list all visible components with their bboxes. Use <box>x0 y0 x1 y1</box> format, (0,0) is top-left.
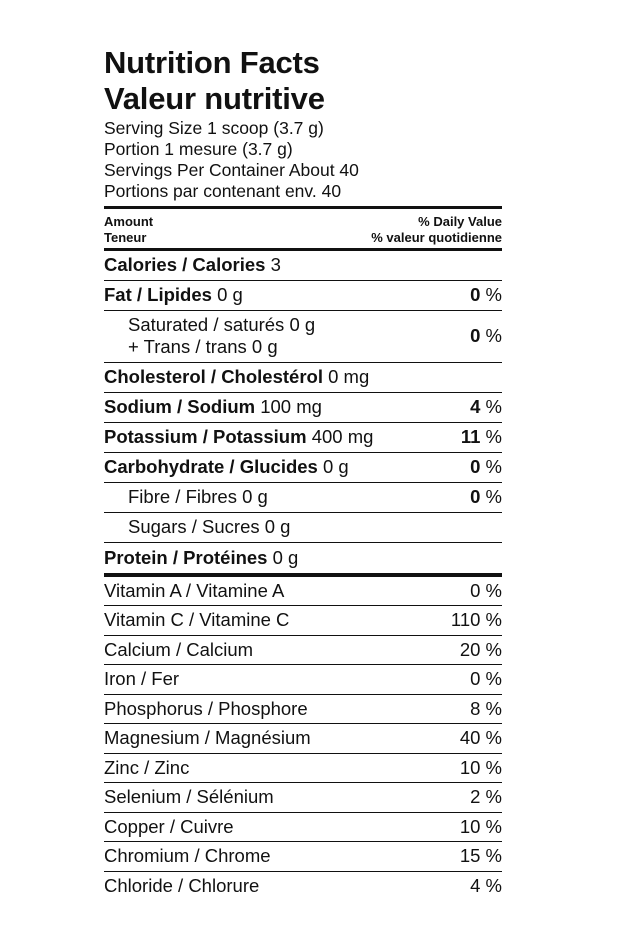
cholesterol-label: Cholesterol / Cholestérol <box>104 366 323 387</box>
vitamin-row <box>104 783 502 813</box>
amount-label-en: Amount <box>104 214 154 229</box>
saturated-pct: 0 <box>470 325 481 346</box>
fat-label: Fat / Lipides <box>104 284 212 305</box>
vitamin-row <box>104 577 502 607</box>
phosphorus-label: Phosphorus / Phosphore <box>104 697 308 719</box>
copper-label: Copper / Cuivre <box>104 815 234 837</box>
chloride-label: Chloride / Chlorure <box>104 875 260 897</box>
servings-per-container-en: Servings Per Container About 40 <box>104 160 359 180</box>
sodium-pct: 4 <box>470 396 481 417</box>
fat-amount: 0 g <box>217 284 243 305</box>
dv-label-en: % Daily Value <box>418 214 502 229</box>
calcium-pct: 20 % <box>459 638 502 660</box>
vitamin-c-pct: 110 % <box>450 609 502 631</box>
dv-label-fr: % valeur quotidienne <box>371 230 502 245</box>
potassium-pct-unit: % <box>480 426 502 447</box>
zinc-pct: 10 % <box>459 756 502 778</box>
calcium-label: Calcium / Calcium <box>104 638 254 660</box>
trans-label: + Trans / trans 0 g <box>128 336 278 357</box>
title-en: Nutrition Facts <box>104 45 320 80</box>
sodium-label: Sodium / Sodium <box>104 396 256 417</box>
carbohydrate-amount: 0 g <box>322 456 349 477</box>
copper-pct: 10 % <box>459 815 502 837</box>
phosphorus-pct: 8 % <box>470 697 502 719</box>
servings-per-container-fr: Portions par contenant env. 40 <box>104 181 342 201</box>
serving-size-fr: Portion 1 mesure (3.7 g) <box>104 139 293 159</box>
vitamins-section <box>104 577 502 902</box>
carbohydrate-label: Carbohydrate / Glucides <box>104 456 318 477</box>
vitamin-a-pct: 0 % <box>470 579 502 601</box>
calories-row <box>104 251 502 281</box>
saturated-label: Saturated / saturés 0 g <box>128 314 316 335</box>
serving-size-en: Serving Size 1 scoop (3.7 g) <box>104 118 324 138</box>
zinc-label: Zinc / Zinc <box>104 756 190 778</box>
calories-value: 3 <box>270 254 281 275</box>
nutrition-label <box>104 44 502 901</box>
vitamin-c-label: Vitamin C / Vitamine C <box>104 609 290 631</box>
fat-row <box>104 281 502 311</box>
protein-row <box>104 543 502 573</box>
carbohydrate-pct-unit: % <box>480 456 502 477</box>
vitamin-row <box>104 724 502 754</box>
selenium-pct: 2 % <box>470 786 502 808</box>
vitamin-row <box>104 754 502 784</box>
vitamin-a-label: Vitamin A / Vitamine A <box>104 579 285 601</box>
fat-pct-unit: % <box>480 284 502 305</box>
potassium-label: Potassium / Potassium <box>104 426 307 447</box>
magnesium-pct: 40 % <box>459 727 502 749</box>
fat-pct: 0 <box>470 284 481 305</box>
protein-amount: 0 g <box>272 546 299 568</box>
iron-pct: 0 % <box>470 668 502 690</box>
vitamin-row <box>104 872 502 902</box>
cholesterol-amount: 0 mg <box>328 366 370 387</box>
selenium-label: Selenium / Sélénium <box>104 786 274 808</box>
fibre-pct-unit: % <box>480 486 502 507</box>
vitamin-row <box>104 665 502 695</box>
vitamin-row <box>104 636 502 666</box>
chromium-label: Chromium / Chrome <box>104 845 271 867</box>
vitamin-row <box>104 842 502 872</box>
sodium-pct-unit: % <box>480 396 502 417</box>
magnesium-label: Magnesium / Magnésium <box>104 727 311 749</box>
carbohydrate-pct: 0 <box>470 456 481 477</box>
vitamin-row <box>104 606 502 636</box>
calories-label: Calories / Calories <box>104 254 266 275</box>
saturated-trans-row <box>104 311 502 363</box>
cholesterol-row <box>104 363 502 393</box>
sugars-row <box>104 513 502 543</box>
fibre-pct: 0 <box>470 486 481 507</box>
vitamin-row <box>104 813 502 843</box>
saturated-pct-unit: % <box>480 325 502 346</box>
sugars-label: Sugars / Sucres 0 g <box>128 516 291 537</box>
fibre-label: Fibre / Fibres 0 g <box>128 486 268 507</box>
amount-label-fr: Teneur <box>104 230 147 245</box>
potassium-pct: 11 <box>460 426 481 447</box>
title-fr: Valeur nutritive <box>104 81 325 116</box>
iron-label: Iron / Fer <box>104 668 180 690</box>
protein-label: Protein / Protéines <box>104 546 268 568</box>
sodium-amount: 100 mg <box>260 396 322 417</box>
fibre-row <box>104 483 502 513</box>
chloride-pct: 4 % <box>470 875 502 897</box>
potassium-amount: 400 mg <box>311 426 374 447</box>
carbohydrate-row <box>104 453 502 483</box>
sodium-row <box>104 393 502 423</box>
potassium-row <box>104 423 502 453</box>
chromium-pct: 15 % <box>459 845 502 867</box>
column-header <box>104 209 502 248</box>
vitamin-row <box>104 695 502 725</box>
